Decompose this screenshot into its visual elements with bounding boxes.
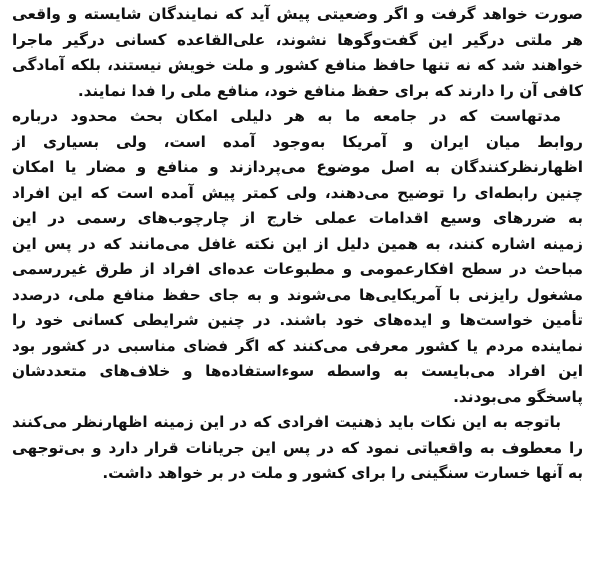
text-line: زمینه اشاره کنند، به همین دلیل از این نکته غافل می‌مانند که در پس این [12, 234, 583, 253]
paragraph [12, 2, 583, 104]
paragraph [12, 410, 583, 487]
text-line: پاسخگو می‌بودند. [453, 387, 583, 406]
text-line: چنین رابطه‌ای را توضیح می‌دهند، ولی کمتر پیش آمده است که این افراد [12, 183, 583, 202]
text-line: خواهند شد که نه تنها حافظ منافع کشور و ملت خویش نیستند، بلکه آمادگی [12, 56, 583, 74]
text-line: مباحث در سطح افکارعمومی و مطبوعات عده‌ای افراد از طرق غیررسمی [12, 260, 583, 278]
text-line: را معطوف به واقعیاتی نمود که در پس این جریانات قرار دارد و بی‌توجهی [12, 438, 583, 457]
text-line: مدتهاست که در جامعه ما به هر دلیلی امکان بحث محدود درباره [12, 107, 561, 125]
text-line: تأمین خواست‌ها و ایده‌های خود باشند. در چنین شرایطی کسانی خود را [12, 311, 583, 329]
text-line: این افراد می‌بایست به واسطه سوءاستفاده‌ها و خلاف‌های متعددشان [12, 362, 583, 380]
text-line: کافی آن را دارند که برای حفظ منافع خود، منافع ملی را فدا نمایند. [77, 81, 583, 100]
text-line: روابط میان ایران و آمریکا به‌وجود آمده است، ولی بسیاری از [12, 132, 583, 151]
text-line: به ضررهای وسیع اقدامات عملی خارج از چارچوب‌های رسمی در این [12, 209, 583, 227]
text-line: به آنها خسارت سنگینی را برای کشور و ملت در بر خواهد داشت. [102, 464, 583, 482]
text-line: مشغول رایزنی با آمریکایی‌ها می‌شوند و به جای حفظ منافع ملی، درصدد [12, 285, 583, 304]
text-line: نماینده مردم یا کشور معرفی می‌کنند که اگر فضای مناسبی در کشور بود [12, 336, 583, 355]
text-line: اظهارنظرکنندگان به اصل موضوع می‌پردازند و منافع و مضار یا امکان [12, 158, 583, 176]
paragraph [12, 104, 583, 410]
article-body [12, 2, 583, 487]
text-line: صورت خواهد گرفت و اگر وضعیتی پیش آید که نمایندگان شایسته و واقعی [12, 5, 583, 23]
text-line: باتوجه به این نکات باید ذهنیت افرادی که در این زمینه اظهارنظر می‌کنند [12, 413, 561, 431]
text-line: هر ملتی درگیر این گفت‌وگوها نشوند، علی‌القاعده کسانی درگیر ماجرا [12, 30, 583, 49]
